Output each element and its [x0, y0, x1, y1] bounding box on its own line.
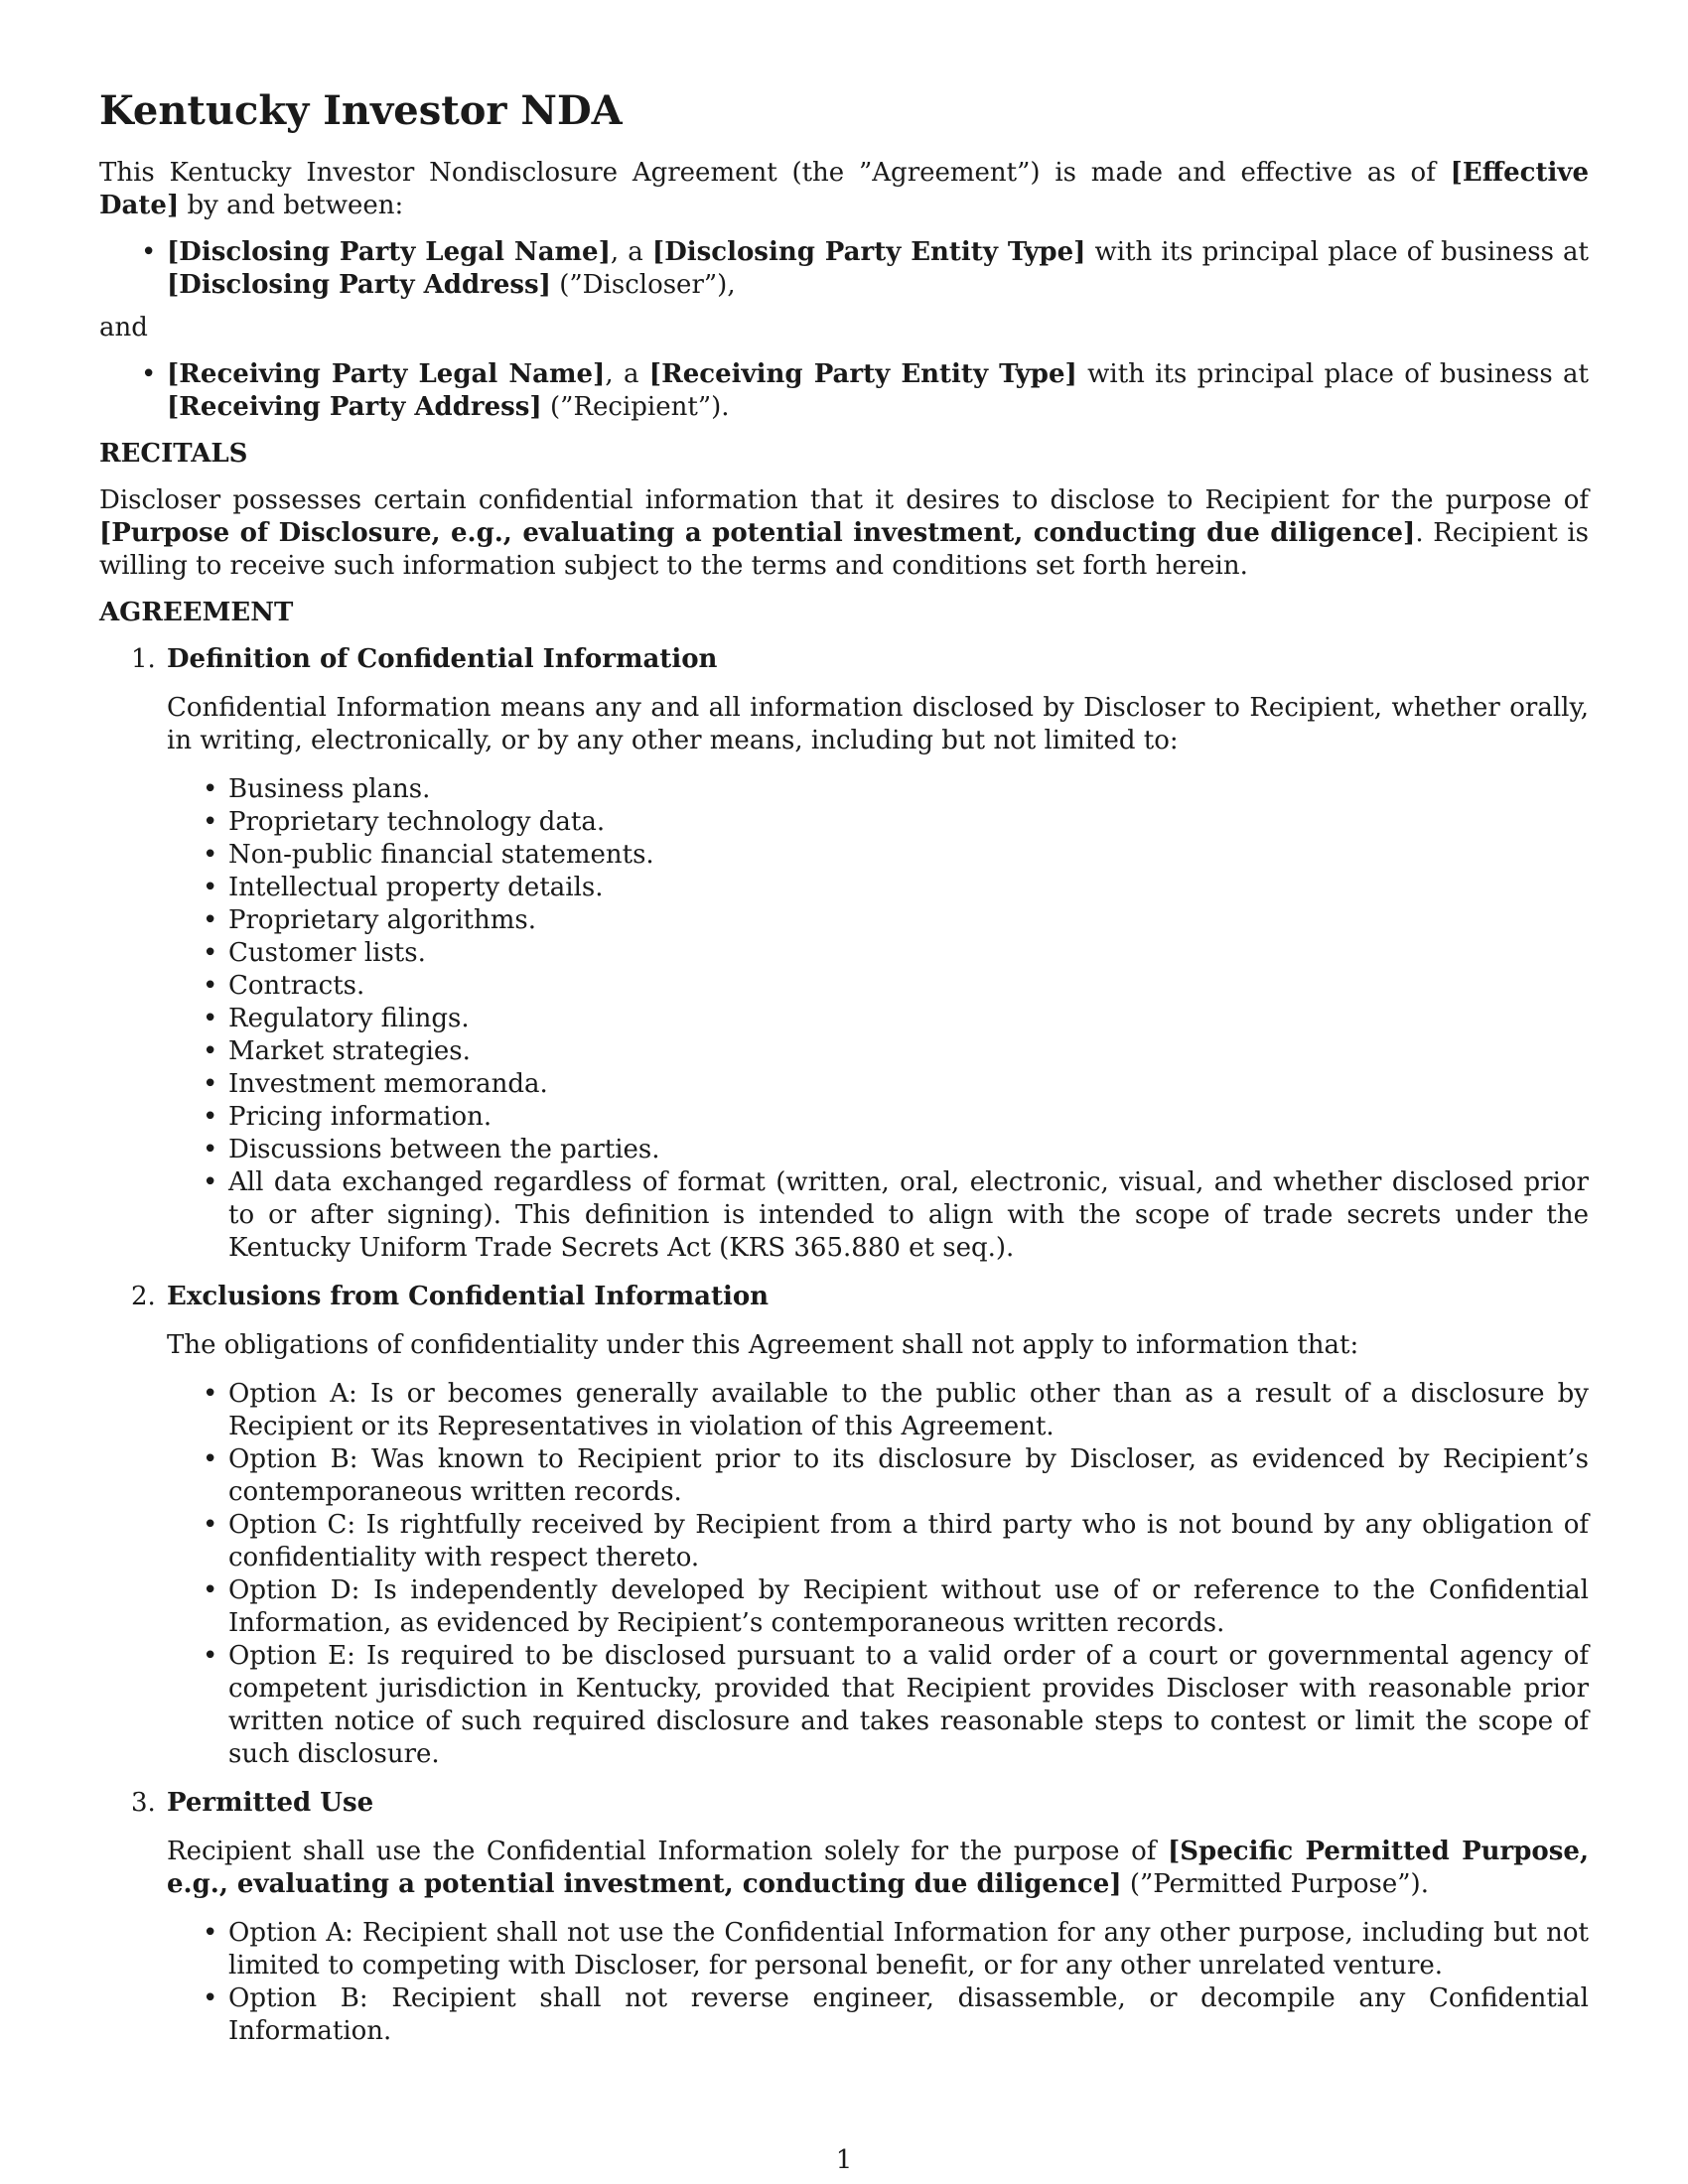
recitals-heading: RECITALS	[99, 439, 248, 469]
list-item: • All data exchanged regardless of format (written, oral, electronic, visual, and whether disclosed prior to or after signing). This definition is intended to align with the scope of trade secrets under the Kentucky Uniform Trade Secrets Act (KRS 365.880 et seq.).	[228, 1166, 1589, 1265]
purpose-placeholder: [Purpose of Disclosure, e.g., evaluating a potential investment, conducting due diligence]	[99, 518, 1416, 548]
list-item: • Contracts.	[228, 970, 1589, 1003]
exclusions-list	[167, 1378, 1589, 1771]
receiving-party-list	[99, 358, 1589, 424]
section-definition	[131, 643, 1589, 1265]
recitals-paragraph: Discloser possesses certain confidential information that it desires to disclose to Recipient for the purpose of [Purpose of Disclosure, e.g., evaluating a potential investment, conducting due diligence]. Recipient is willing to receive such information subject to the terms and conditions set forth herein.	[99, 485, 1589, 581]
agreement-sections	[99, 643, 1589, 2048]
disclosing-party-list	[99, 236, 1589, 302]
list-item: • Investment memoranda.	[228, 1068, 1589, 1101]
list-item: • Option D: Is independently developed by Recipient without use of or reference to the Confidential Information, as evidenced by Recipient’s contemporaneous written records.	[228, 1574, 1589, 1640]
receiving-party: • [Receiving Party Legal Name], a [Receiving Party Entity Type] with its principal place of business at [Receiving Party Address] (”Recipient”).	[167, 358, 1589, 424]
list-item: • Discussions between the parties.	[228, 1134, 1589, 1166]
permitted-purpose-placeholder: [Specific Permitted Purpose, e.g., evaluating a potential investment, conducting due diligence]	[167, 1837, 1589, 1899]
section-exclusions	[131, 1281, 1589, 1771]
list-item: • Proprietary technology data.	[228, 806, 1589, 839]
list-item: • Option A: Recipient shall not use the Confidential Information for any other purpose, including but not limited to competing with Discloser, for personal benefit, or for any other unrelated venture.	[228, 1917, 1589, 1982]
list-item: • Pricing information.	[228, 1101, 1589, 1134]
effective-date-placeholder: [Effective Date]	[99, 158, 1589, 220]
and-connector: and	[99, 313, 148, 342]
list-item: • Business plans.	[228, 773, 1589, 806]
section-title: Permitted Use	[167, 1788, 374, 1818]
permitted-use-list	[167, 1917, 1589, 2048]
section-title: Definition of Confidential Information	[167, 644, 718, 674]
section-number: 2.	[131, 1282, 156, 1311]
page-number: 1	[835, 2145, 853, 2175]
section-number: 1.	[131, 644, 156, 674]
agreement-heading: AGREEMENT	[99, 598, 294, 627]
list-item: • Option A: Is or becomes generally available to the public other than as a result of a disclosure by Recipient or its Representatives in violation of this Agreement.	[228, 1378, 1589, 1443]
list-item: • Regulatory filings.	[228, 1003, 1589, 1035]
document-title: Kentucky Investor NDA	[99, 87, 623, 134]
list-item: • Option B: Was known to Recipient prior to its disclosure by Discloser, as evidenced by Recipient’s contemporaneous written records.	[228, 1443, 1589, 1509]
intro-paragraph: This Kentucky Investor Nondisclosure Agreement (the ”Agreement”) is made and effective as of [Effective Date] by and between:	[99, 158, 1589, 220]
section-body: Recipient shall use the Confidential Information solely for the purpose of [Specific Permitted Purpose, e.g., evaluating a potential investment, conducting due diligence] (”Permitted Purpose”).	[167, 1837, 1589, 1899]
document-page	[99, 87, 1589, 2064]
section-number: 3.	[131, 1788, 156, 1818]
section-body: Confidential Information means any and all information disclosed by Discloser to Recipient, whether orally, in writing, electronically, or by any other means, including but not limited to:	[167, 693, 1589, 755]
list-item: • Market strategies.	[228, 1035, 1589, 1068]
section-title: Exclusions from Confidential Information	[167, 1282, 770, 1311]
list-item: • Non-public financial statements.	[228, 839, 1589, 872]
disclosing-party: • [Disclosing Party Legal Name], a [Disclosing Party Entity Type] with its principal place of business at [Disclosing Party Address] (”Discloser”),	[167, 236, 1589, 302]
list-item: • Option B: Recipient shall not reverse engineer, disassemble, or decompile any Confidential Information.	[228, 1982, 1589, 2048]
definition-list	[167, 773, 1589, 1265]
section-permitted-use	[131, 1787, 1589, 2048]
list-item: • Option C: Is rightfully received by Recipient from a third party who is not bound by any obligation of confidentiality with respect thereto.	[228, 1509, 1589, 1574]
list-item: • Customer lists.	[228, 937, 1589, 970]
list-item: • Option E: Is required to be disclosed pursuant to a valid order of a court or governmental agency of competent jurisdiction in Kentucky, provided that Recipient provides Discloser with reasonable prior written notice of such required disclosure and takes reasonable steps to contest or limit the scope of such disclosure.	[228, 1640, 1589, 1771]
section-body: The obligations of confidentiality under this Agreement shall not apply to information that:	[167, 1330, 1359, 1360]
list-item: • Proprietary algorithms.	[228, 904, 1589, 937]
list-item: • Intellectual property details.	[228, 872, 1589, 904]
